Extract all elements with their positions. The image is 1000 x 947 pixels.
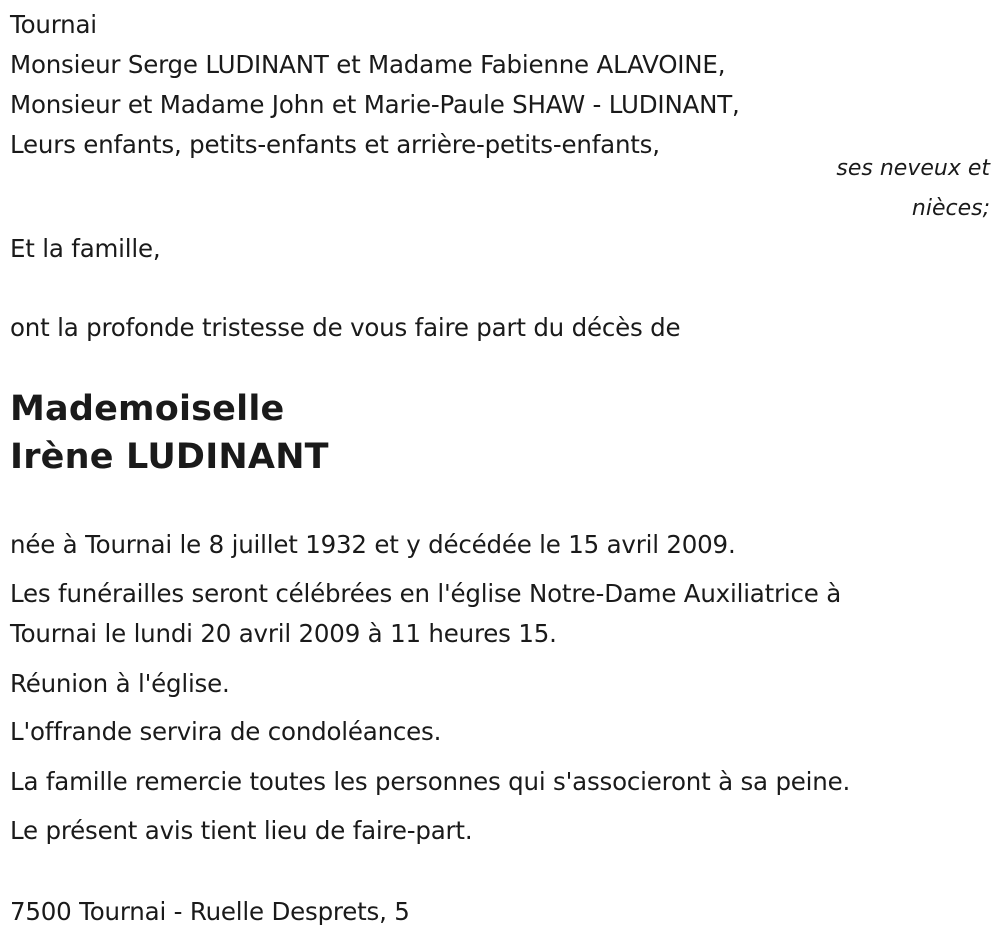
city-heading: Tournai	[10, 10, 97, 39]
nephews-line-2: nièces;	[911, 196, 990, 221]
meeting-info: Réunion à l'église.	[10, 669, 230, 698]
funeral-info-line-2: Tournai le lundi 20 avril 2009 à 11 heures 15.	[10, 619, 557, 648]
funeral-info-line-1: Les funérailles seront célébrées en l'église Notre-Dame Auxiliatrice à	[10, 579, 842, 608]
deceased-title: Mademoiselle	[10, 389, 285, 429]
family-line-3: Leurs enfants, petits-enfants et arrière-petits-enfants,	[10, 130, 660, 159]
deceased-name: Irène LUDINANT	[10, 437, 329, 477]
family-closing: Et la famille,	[10, 234, 161, 263]
nephews-line-1: ses neveux et	[836, 156, 990, 181]
offering-info: L'offrande servira de condoléances.	[10, 717, 442, 746]
thanks-info: La famille remercie toutes les personnes qui s'associeront à sa peine.	[10, 767, 851, 796]
family-line-1: Monsieur Serge LUDINANT et Madame Fabienne ALAVOINE,	[10, 50, 726, 79]
announcement-intro: ont la profonde tristesse de vous faire part du décès de	[10, 313, 681, 342]
family-line-2: Monsieur et Madame John et Marie-Paule SHAW - LUDINANT,	[10, 90, 740, 119]
birth-death-info: née à Tournai le 8 juillet 1932 et y décédée le 15 avril 2009.	[10, 530, 736, 559]
address: 7500 Tournai - Ruelle Desprets, 5	[10, 897, 410, 926]
notice-info: Le présent avis tient lieu de faire-part.	[10, 816, 473, 845]
